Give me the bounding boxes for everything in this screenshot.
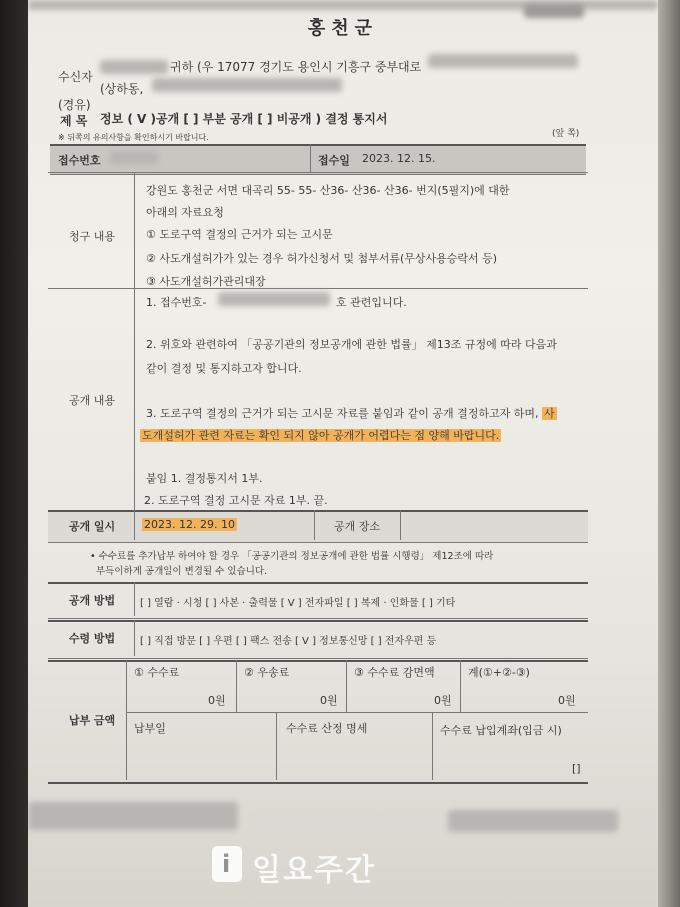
claim-item-2: ② 사도개설허가가 있는 경우 허가신청서 및 첨부서류(무상사용승락서 등) xyxy=(146,252,498,265)
redacted-footer-left xyxy=(28,802,238,830)
redacted-ref-no xyxy=(218,292,330,306)
subject-text: 정보 ( V )공개 [ ] 부분 공개 [ ] 비공개 ) 결정 통지서 xyxy=(100,112,388,126)
recipient-address: 귀하 (우 17077 경기도 용인시 기흥구 중부대로 xyxy=(170,60,422,74)
watermark-text: 일요주간 xyxy=(252,853,376,888)
attachment-2: 2. 도로구역 결정 고시문 자료 1부. 끝. xyxy=(144,494,328,507)
disclosure-p3-line1 xyxy=(146,405,557,421)
disclosure-p3-text: 3. 도로구역 결정의 근거가 되는 고시문 자료를 붙임과 같이 공개 결정하고자 하며, xyxy=(146,407,539,420)
divider xyxy=(432,712,433,780)
divider xyxy=(310,144,311,172)
schedule-date-label: 공개 일시 xyxy=(68,520,116,533)
claim-item-3: ③ 사도개설허가관리대장 xyxy=(146,275,266,288)
redacted-receipt-no xyxy=(110,152,158,164)
issuing-org-title: 홍천군 xyxy=(307,18,379,39)
postage-label: ② 우송료 xyxy=(244,666,290,679)
recipient-label: 수신자 xyxy=(58,70,93,84)
claim-label: 청구 내용 xyxy=(68,230,115,243)
highlighted-text: 도개설허가 관련 자료는 확인 되지 않아 공개가 어렵다는 점 양해 바랍니다. xyxy=(142,429,500,442)
receipt-no-label: 접수번호 xyxy=(58,154,101,167)
highlighted-date: 2023. 12. 29. 10 xyxy=(144,518,235,531)
recipient-address-line2: (상하동, xyxy=(100,82,144,96)
claim-item-1: ① 도로구역 결정의 근거가 되는 고시문 xyxy=(146,228,333,241)
schedule-note-1: • 수수료를 추가납부 하여야 할 경우 「공공기관의 정보공개에 관한 법률 시행령」 제12조에 따라 xyxy=(90,551,494,562)
receive-label: 수령 방법 xyxy=(68,632,116,645)
divider xyxy=(460,660,461,712)
schedule-place-label: 공개 장소 xyxy=(333,520,380,533)
fee-account-label: 수수료 납입계좌(입금 시) xyxy=(440,724,562,737)
schedule-date xyxy=(142,518,237,531)
divider xyxy=(126,660,127,780)
fee-label: ① 수수료 xyxy=(134,666,180,679)
disclosure-p2-line1: 2. 위호와 관련하여 「공공기관의 정보공개에 관한 법률」 제13조 규정에 따라 다음과 xyxy=(146,338,557,351)
highlighted-text: 사 xyxy=(543,407,555,420)
payment-label: 납부 금액 xyxy=(68,714,116,727)
claim-line-1: 강원도 홍천군 서면 대곡리 55- 55- 산36- 산36- 산36- 번지(5필지)에 대한 xyxy=(146,184,510,197)
receipt-date: 2023. 12. 15. xyxy=(362,152,436,165)
divider xyxy=(276,712,277,780)
receive-options: [ ] 직접 방문 [ ] 우편 [ ] 팩스 전송 [ V ] 정보통신망 [ ] 전자우편 등 xyxy=(140,636,437,647)
watermark-logo-icon xyxy=(212,846,242,882)
divider xyxy=(134,172,135,288)
divider xyxy=(134,510,135,540)
schedule-note-2: 부득이하게 공개일이 변경될 수 있습니다. xyxy=(96,566,268,577)
divider xyxy=(134,582,135,616)
divider xyxy=(48,288,588,289)
claim-line-2: 아래의 자료요청 xyxy=(146,206,224,219)
divider xyxy=(236,660,237,712)
document-page xyxy=(28,0,658,907)
fee-value: 0원 xyxy=(208,694,226,707)
disclosure-p1: 1. 접수번호- xyxy=(146,296,207,309)
postage-value: 0원 xyxy=(320,694,338,707)
divider xyxy=(48,172,588,173)
redacted-footer-right xyxy=(448,810,618,832)
subject-label: 제 목 xyxy=(60,114,88,128)
payment-date-label: 납부일 xyxy=(134,722,166,735)
divider xyxy=(134,288,135,510)
divider xyxy=(126,712,588,713)
page-side: (앞 쪽) xyxy=(552,129,580,139)
disclosure-p1-end: 호 관련입니다. xyxy=(336,296,407,309)
disclosure-p2-line2: 같이 결정 및 통지하고자 합니다. xyxy=(146,362,302,375)
method-label: 공개 방법 xyxy=(68,594,116,607)
redacted-address-line2 xyxy=(152,78,342,92)
reduction-label: ③ 수수료 감면액 xyxy=(354,666,435,679)
method-options: [ ] 열람 · 시청 [ ] 사본 · 출력물 [ V ] 전자파일 [ ] 복제 · 인화물 [ ] 기타 xyxy=(140,598,456,609)
note-top: ※ 뒤쪽의 유의사항을 확인하시기 바랍니다. xyxy=(58,133,209,142)
via-label: (경유) xyxy=(58,98,91,112)
disclosure-label: 공개 내용 xyxy=(68,394,115,407)
redacted-address xyxy=(428,54,578,68)
disclosure-p3-line2 xyxy=(140,427,501,443)
fee-calc-label: 수수료 산정 명세 xyxy=(286,722,368,735)
divider xyxy=(346,660,347,712)
total-value: 0원 xyxy=(558,694,576,707)
divider xyxy=(400,510,401,540)
reduction-value: 0원 xyxy=(434,694,452,707)
redacted-recipient-name xyxy=(100,60,168,74)
receipt-date-label: 접수일 xyxy=(318,154,350,167)
total-label: 계(①+②-③) xyxy=(468,666,530,679)
attachment-1: 붙임 1. 결정통지서 1부. xyxy=(146,472,263,485)
divider xyxy=(134,620,135,656)
account-bracket: [] xyxy=(572,762,581,775)
